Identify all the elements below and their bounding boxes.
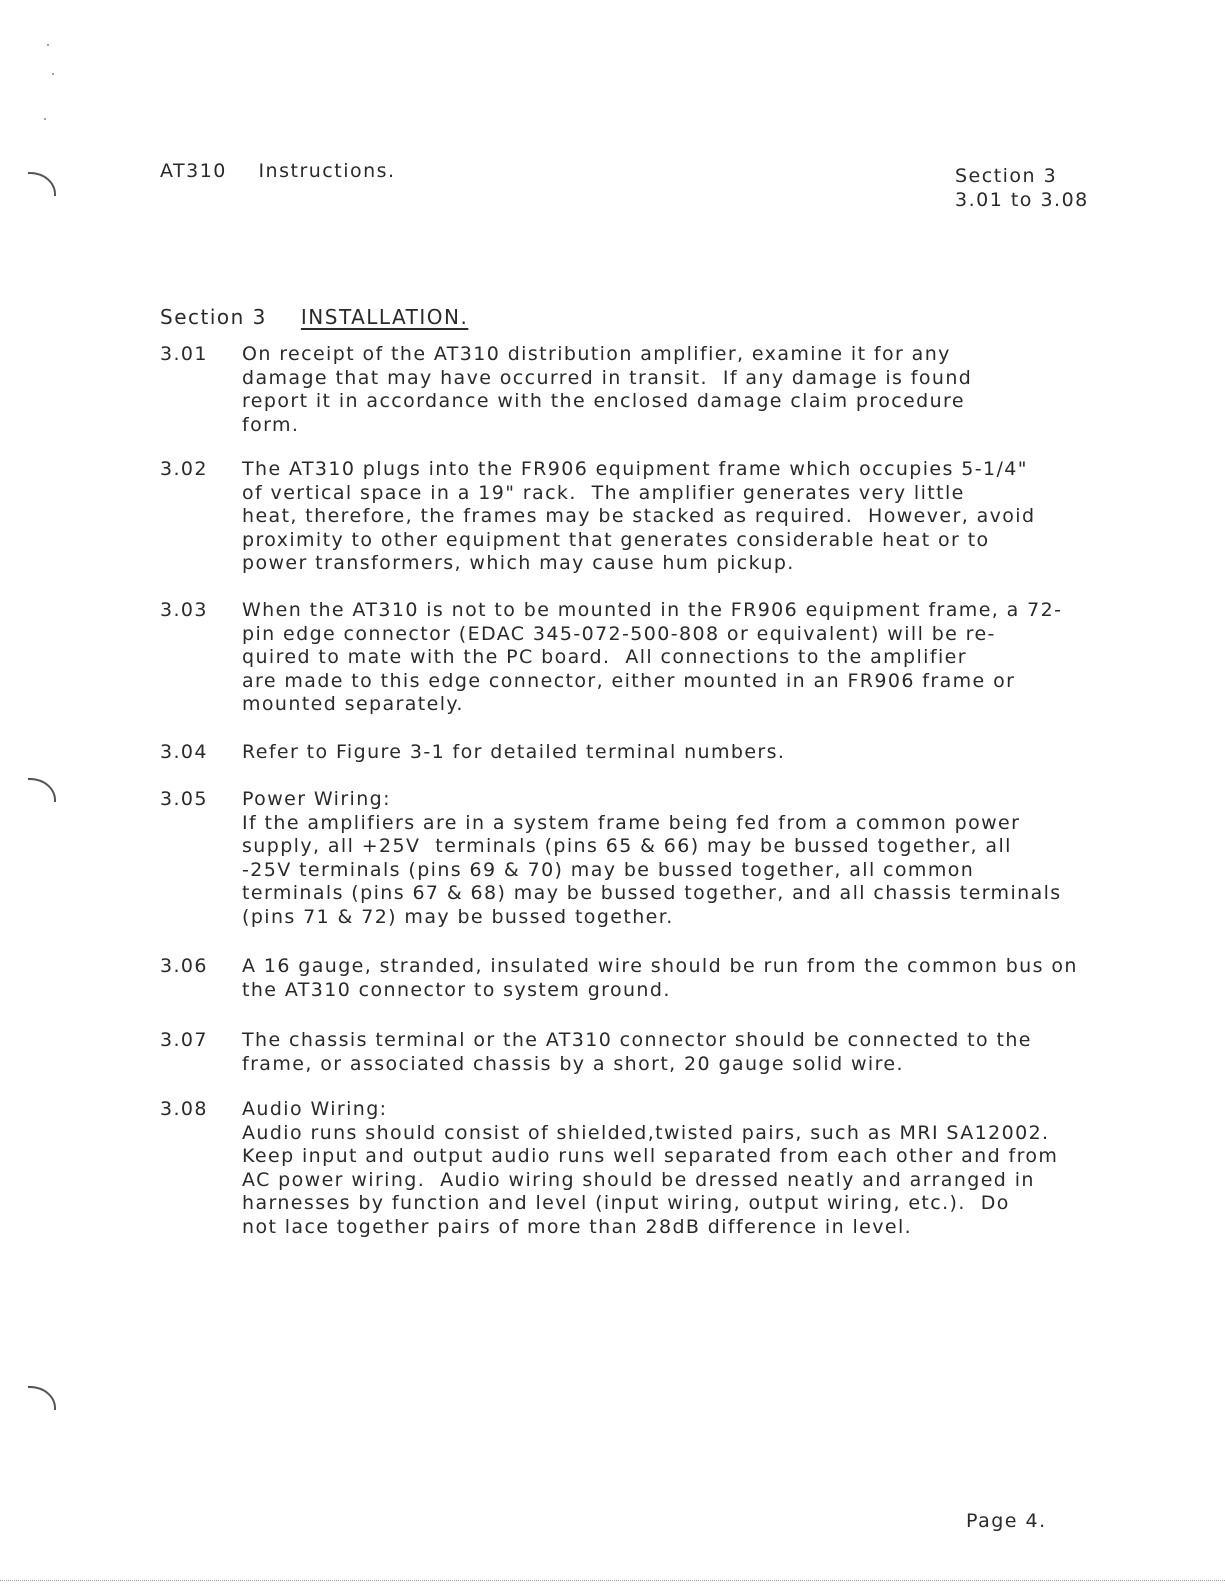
page-number: Page 4. [966,1510,1047,1532]
paragraph-body [242,1029,1140,1076]
paragraph-3-08 [160,1098,1140,1239]
paragraph-line: form. [242,413,300,436]
binder-hole-mark-top [28,172,56,196]
paragraph-number: 3.07 [160,1029,208,1051]
section-heading [160,305,468,329]
paragraph-line: On receipt of the AT310 distribution amplifier, examine it for any [242,343,951,365]
paragraph-line: report it in accordance with the enclosed damage claim procedure [242,390,965,412]
paragraph-number: 3.01 [160,343,208,365]
paragraph-line: Audio runs should consist of shielded,twisted pairs, such as MRI SA12002. [242,1121,1050,1144]
document-id: AT310 [160,160,227,182]
paragraph-line: When the AT310 is not to be mounted in the FR906 equipment frame, a 72- [242,599,1063,621]
paragraph-line: AC power wiring. Audio wiring should be dressed neatly and arranged in [242,1168,1035,1191]
paragraph-line: damage that may have occurred in transit. If any damage is found [242,366,973,389]
header-section: Section 3 [955,165,1058,187]
paragraph-line: -25V terminals (pins 69 & 70) may be bussed together, all common [242,858,975,881]
paragraph-body [242,788,1140,929]
paragraph-line: harnesses by function and level (input wiring, output wiring, etc.). Do [242,1192,1010,1214]
binder-hole-mark-middle [28,778,56,802]
header-section-range: 3.01 to 3.08 [955,189,1089,211]
section-heading-label: Section 3 [160,305,267,329]
document-header-right [955,164,1089,212]
paragraph-body [242,1098,1140,1239]
paragraph-line: mounted separately. [242,693,464,715]
scan-edge-line [0,1580,1225,1581]
paragraph-3-06 [160,955,1140,1002]
paragraph-body [242,741,1140,765]
paragraph-body [242,343,1140,437]
paragraph-number: 3.02 [160,458,208,480]
paragraph-3-05 [160,788,1140,929]
paragraph-line: power transformers, which may cause hum pickup. [242,552,795,574]
paragraph-3-07 [160,1029,1140,1076]
paragraph-line: (pins 71 & 72) may be bussed together. [242,905,674,928]
paragraph-line: heat, therefore, the frames may be stacked as required. However, avoid [242,505,1036,527]
paragraph-line: are made to this edge connector, either mounted in an FR906 frame or [242,669,1016,692]
paragraph-subheading: Power Wiring: [242,788,391,810]
paragraph-line: the AT310 connector to system ground. [242,978,671,1001]
paragraph-3-02 [160,458,1140,576]
paragraph-line: A 16 gauge, stranded, insulated wire should be run from the common bus on [242,955,1078,977]
paragraph-subheading: Audio Wiring: [242,1098,388,1120]
paragraph-line: supply, all +25V terminals (pins 65 & 66) may be bussed together, all [242,835,1012,857]
paragraph-body [242,955,1140,1002]
paragraph-line: pin edge connector (EDAC 345-072-500-808 or equivalent) will be re- [242,622,996,645]
paragraph-body [242,599,1140,717]
section-heading-title: INSTALLATION. [300,305,469,329]
paragraph-body [242,458,1140,576]
paragraph-line: Refer to Figure 3-1 for detailed terminal numbers. [242,741,786,763]
paragraph-line: proximity to other equipment that generates considerable heat or to [242,528,990,551]
paragraph-number: 3.03 [160,599,208,621]
binder-hole-mark-bottom [28,1386,56,1410]
paragraph-line: of vertical space in a 19" rack. The amplifier generates very little [242,481,965,504]
paragraph-3-04 [160,741,1140,765]
document-title: Instructions. [258,160,396,182]
paragraph-line: Keep input and output audio runs well separated from each other and from [242,1145,1059,1167]
paragraph-3-03 [160,599,1140,717]
scan-speck [52,73,54,75]
paragraph-line: not lace together pairs of more than 28dB difference in level. [242,1215,913,1238]
paragraph-line: frame, or associated chassis by a short, 20 gauge solid wire. [242,1052,904,1075]
paragraph-line: The chassis terminal or the AT310 connector should be connected to the [242,1029,1032,1051]
paragraph-line: The AT310 plugs into the FR906 equipment frame which occupies 5-1/4" [242,458,1028,480]
paragraph-line: quired to mate with the PC board. All connections to the amplifier [242,646,967,668]
paragraph-line: If the amplifiers are in a system frame being fed from a common power [242,811,1021,834]
scan-speck [47,44,49,46]
paragraph-3-01 [160,343,1140,437]
paragraph-number: 3.05 [160,788,208,810]
paragraph-number: 3.08 [160,1098,208,1120]
scan-speck [44,118,46,120]
document-header-left [160,160,396,182]
paragraph-number: 3.06 [160,955,208,977]
paragraph-line: terminals (pins 67 & 68) may be bussed together, and all chassis terminals [242,882,1062,904]
paragraph-number: 3.04 [160,741,208,763]
